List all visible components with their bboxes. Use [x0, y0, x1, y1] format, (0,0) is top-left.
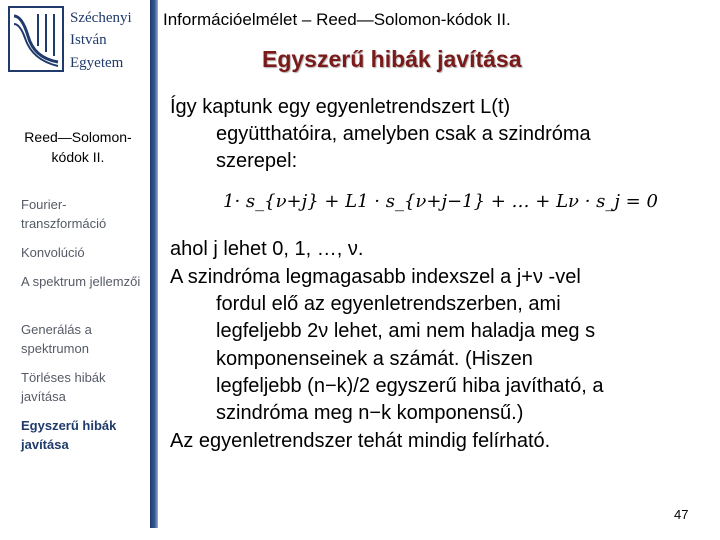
text-line: Az egyenletrendszer tehát mindig felírható.	[170, 430, 551, 452]
presentation-title: Információelmélet – Reed—Solomon-kódok II.	[163, 10, 511, 29]
sidebar-item-spektrum[interactable]: A spektrum jellemzői	[21, 274, 141, 289]
sidebar-item-konvolucio[interactable]: Konvolúció	[21, 245, 85, 260]
text-line: ahol j lehet 0, 1, …, ν.	[170, 238, 364, 260]
section-title: Reed—Solomon-kódok II.	[24, 129, 132, 165]
university-name-line-2: István	[70, 32, 107, 48]
sidebar-item-fourier[interactable]: Fourier-transzformáció	[21, 197, 107, 231]
sidebar-item-generalas[interactable]: Generálás a spektrumon	[21, 322, 92, 356]
text-line: fordul elő az egyenletrendszerben, ami	[216, 293, 561, 315]
text-line: komponenseinek a számát. (Hiszen	[216, 348, 533, 370]
university-name-line-3: Egyetem	[70, 55, 124, 71]
text-line: szindróma meg n−k komponensű.)	[216, 402, 524, 424]
text-line: legfeljebb (n−k)/2 egyszerű hiba javítható, a	[216, 375, 604, 397]
vertical-divider	[150, 0, 158, 528]
text-line: együtthatóira, amelyben csak a szindróma	[216, 123, 591, 145]
slide-title: Egyszerű hibák javítása	[262, 46, 522, 72]
text-line: Így kaptunk egy egyenletrendszert L(t)	[170, 96, 511, 118]
text-line: szerepel:	[216, 150, 298, 172]
equation: 1· s_{ν+j} + L1 · s_{ν+j−1} + … + Lν · s_j = 0	[218, 184, 538, 227]
sidebar	[0, 0, 150, 540]
sidebar-item-torleses[interactable]: Törléses hibák javítása	[21, 370, 106, 404]
university-name-line-1: Széchenyi	[70, 10, 132, 26]
text-line: A szindróma legmagasabb indexszel a j+ν -vel	[170, 266, 581, 288]
university-logo	[8, 6, 64, 72]
sidebar-item-egyszeru[interactable]: Egyszerű hibák javítása	[21, 418, 117, 452]
page-number: 47	[674, 507, 689, 522]
text-line: legfeljebb 2ν lehet, ami nem haladja meg s	[216, 320, 596, 342]
